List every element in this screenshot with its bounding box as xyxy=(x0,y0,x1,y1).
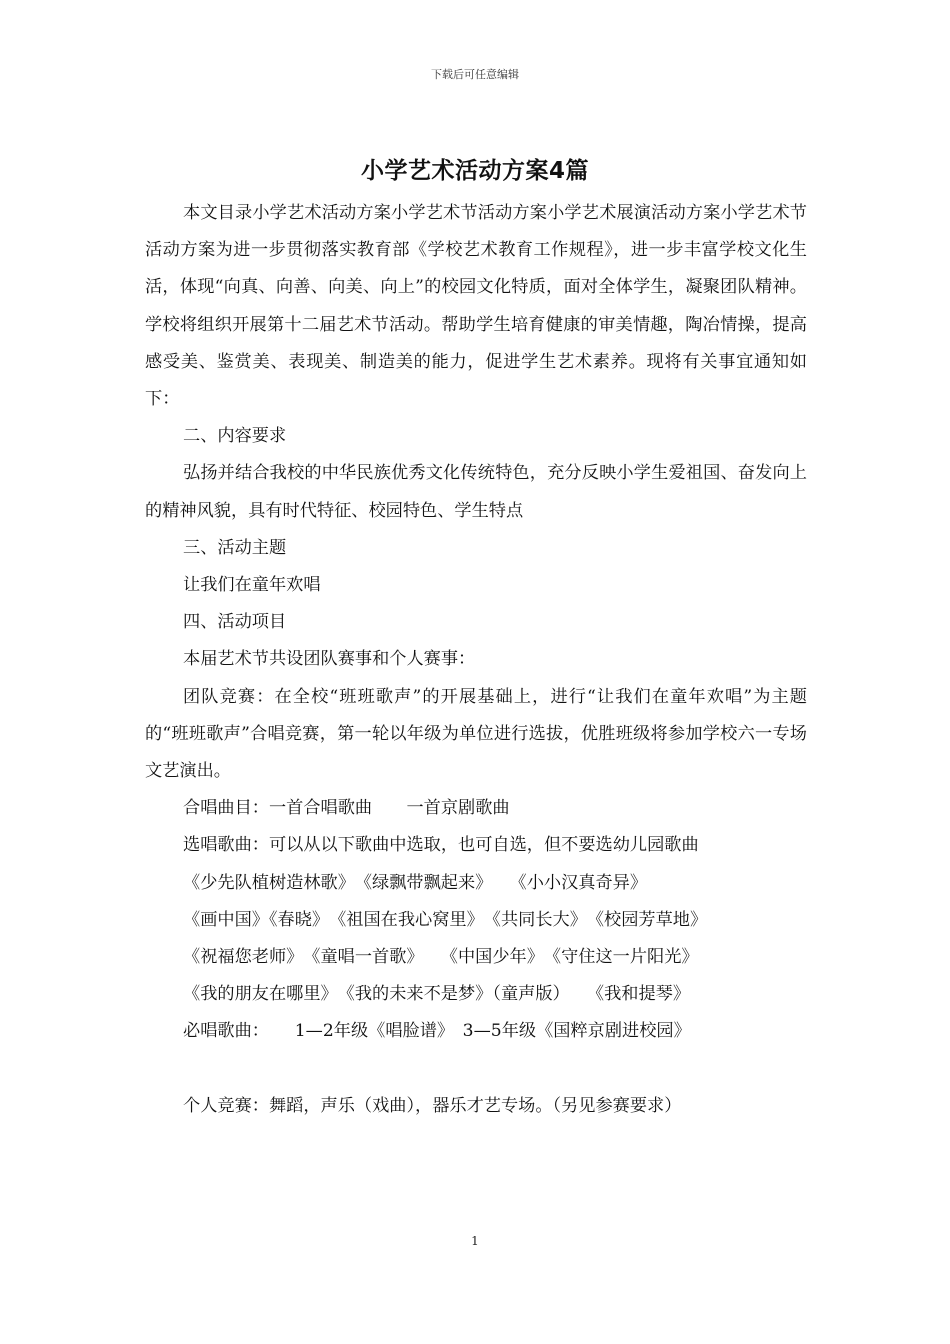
section-heading-content-requirements: 二、内容要求 xyxy=(183,426,287,447)
song-list-line: 《画中国》《春晓》 《祖国在我心窝里》 《共同长大》 《校园芳草地》 xyxy=(183,909,708,930)
individual-competition-paragraph: 个人竞赛：舞蹈，声乐（戏曲），器乐才艺专场。（另见参赛要求） xyxy=(183,1095,682,1116)
blank-line xyxy=(145,1051,807,1088)
song-list-line: 《我的朋友在哪里》 《我的未来不是梦》（童声版） 《我和提琴》 xyxy=(183,984,691,1005)
section-heading-activity-items: 四、活动项目 xyxy=(183,612,287,633)
content-requirements-paragraph: 弘扬并结合我校的中华民族优秀文化传统特色，充分反映小学生爱祖国、奋发向上的精神风貌，具有时代特征、校园特色、学生特点 xyxy=(145,463,807,521)
activity-items-intro: 本届艺术节共设团队赛事和个人赛事： xyxy=(183,649,476,670)
section-heading-activity-theme: 三、活动主题 xyxy=(183,537,287,558)
optional-songs-intro: 选唱歌曲：可以从以下歌曲中选取，也可自选，但不要选幼儿园歌曲 xyxy=(183,835,699,856)
activity-theme-paragraph: 让我们在童年欢唱 xyxy=(183,575,321,596)
document-title: 小学艺术活动方案4篇 xyxy=(360,158,589,184)
page-number: 1 xyxy=(471,1234,479,1248)
document-body xyxy=(145,195,807,1125)
song-list-line: 《祝福您老师》 《童唱一首歌》 《中国少年》 《守住这一片阳光》 xyxy=(183,947,699,968)
required-songs-line: 必唱歌曲： 1—2年级《唱脸谱》 3—5年级《国粹京剧进校园》 xyxy=(183,1021,691,1042)
chorus-songs-line: 合唱曲目：一首合唱歌曲 一首京剧歌曲 xyxy=(183,798,510,819)
intro-paragraph: 本文目录小学艺术活动方案小学艺术节活动方案小学艺术展演活动方案小学艺术节活动方案为进一步贯彻落实教育部《学校艺术教育工作规程》，进一步丰富学校文化生活，体现“向真、向善、向美、向上”的校园文化特质，面对全体学生，凝聚团队精神。学校将组织开展第十二届艺术节活动。帮助学生培育健康的审美情趣，陶冶情操，提高感受美、鉴赏美、表现美、制造美的能力，促进学生艺术素养。现将有关事宜通知如下： xyxy=(145,203,807,410)
page-header-note: 下载后可任意编辑 xyxy=(431,68,519,81)
song-list-line: 《少先队植树造林歌》 《绿飘带飘起来》 《小小汉真奇异》 xyxy=(183,872,648,893)
team-competition-paragraph: 团队竞赛：在全校“班班歌声”的开展基础上，进行“让我们在童年欢唱”为主题的“班班歌声”合唱竞赛，第一轮以年级为单位进行选拔，优胜班级将参加学校六一专场文艺演出。 xyxy=(145,686,807,782)
